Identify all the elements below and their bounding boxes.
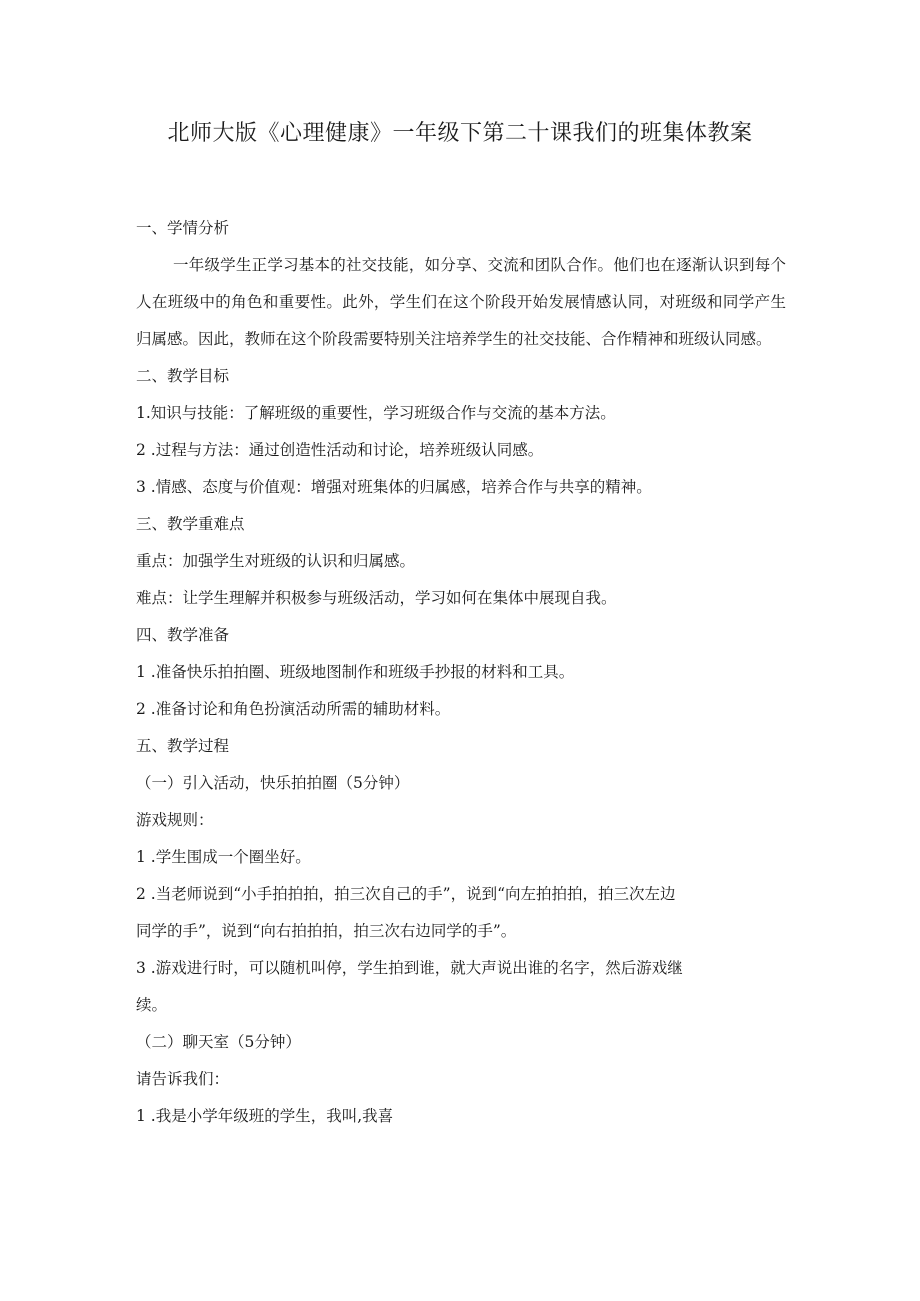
analysis-paragraph: 一年级学生正学习基本的社交技能，如分享、交流和团队合作。他们也在逐渐认识到每个人在班级中的角色和重要性。此外，学生们在这个阶段开始发展情感认同，对班级和同学产生归属感。因此，教师在这个阶段需要特别关注培养学生的社交技能、合作精神和班级认同感。 <box>136 256 786 348</box>
preparation-item: 2 .准备讨论和角色扮演活动所需的辅助材料。 <box>136 700 451 718</box>
rules-label: 游戏规则： <box>136 811 214 829</box>
rule-item-continued: 续。 <box>136 996 168 1014</box>
section-heading-objectives: 二、教学目标 <box>136 367 230 385</box>
objective-item: 1.知识与技能：了解班级的重要性，学习班级合作与交流的基本方法。 <box>136 404 616 422</box>
objective-item: 3 .情感、态度与价值观：增强对班集体的归属感，培养合作与共享的精神。 <box>136 478 652 496</box>
section-heading-key-points: 三、教学重难点 <box>136 515 245 533</box>
section-heading-analysis: 一、学情分析 <box>136 219 230 237</box>
preparation-item: 1 .准备快乐拍拍圈、班级地图制作和班级手抄报的材料和工具。 <box>136 663 575 681</box>
rule-item-continued: 同学的手”，说到“向右拍拍拍，拍三次右边同学的手”。 <box>136 922 517 940</box>
document-body <box>136 210 786 1135</box>
process-part-heading: （二）聊天室（5分钟） <box>136 1033 301 1051</box>
objective-item: 2 .过程与方法：通过创造性活动和讨论，培养班级认同感。 <box>136 441 544 459</box>
process-part-heading: （一）引入活动，快乐拍拍圈（5分钟） <box>136 774 410 792</box>
document-title: 北师大版《心理健康》一年级下第二十课我们的班集体教案 <box>167 121 753 146</box>
tell-item: 1 .我是小学年级班的学生，我叫,我喜 <box>136 1107 394 1125</box>
rule-item: 1 .学生围成一个圈坐好。 <box>136 848 311 866</box>
key-point: 重点：加强学生对班级的认识和归属感。 <box>136 552 416 570</box>
rule-item: 2 .当老师说到“小手拍拍拍，拍三次自己的手”，说到“向左拍拍拍，拍三次左边 <box>136 885 676 903</box>
tell-label: 请告诉我们： <box>136 1070 230 1088</box>
section-heading-preparation: 四、教学准备 <box>136 626 230 644</box>
section-heading-process: 五、教学过程 <box>136 737 230 755</box>
rule-item: 3 .游戏进行时，可以随机叫停，学生拍到谁，就大声说出谁的名字，然后游戏继 <box>136 959 683 977</box>
difficult-point: 难点：让学生理解并积极参与班级活动，学习如何在集体中展现自我。 <box>136 589 617 607</box>
